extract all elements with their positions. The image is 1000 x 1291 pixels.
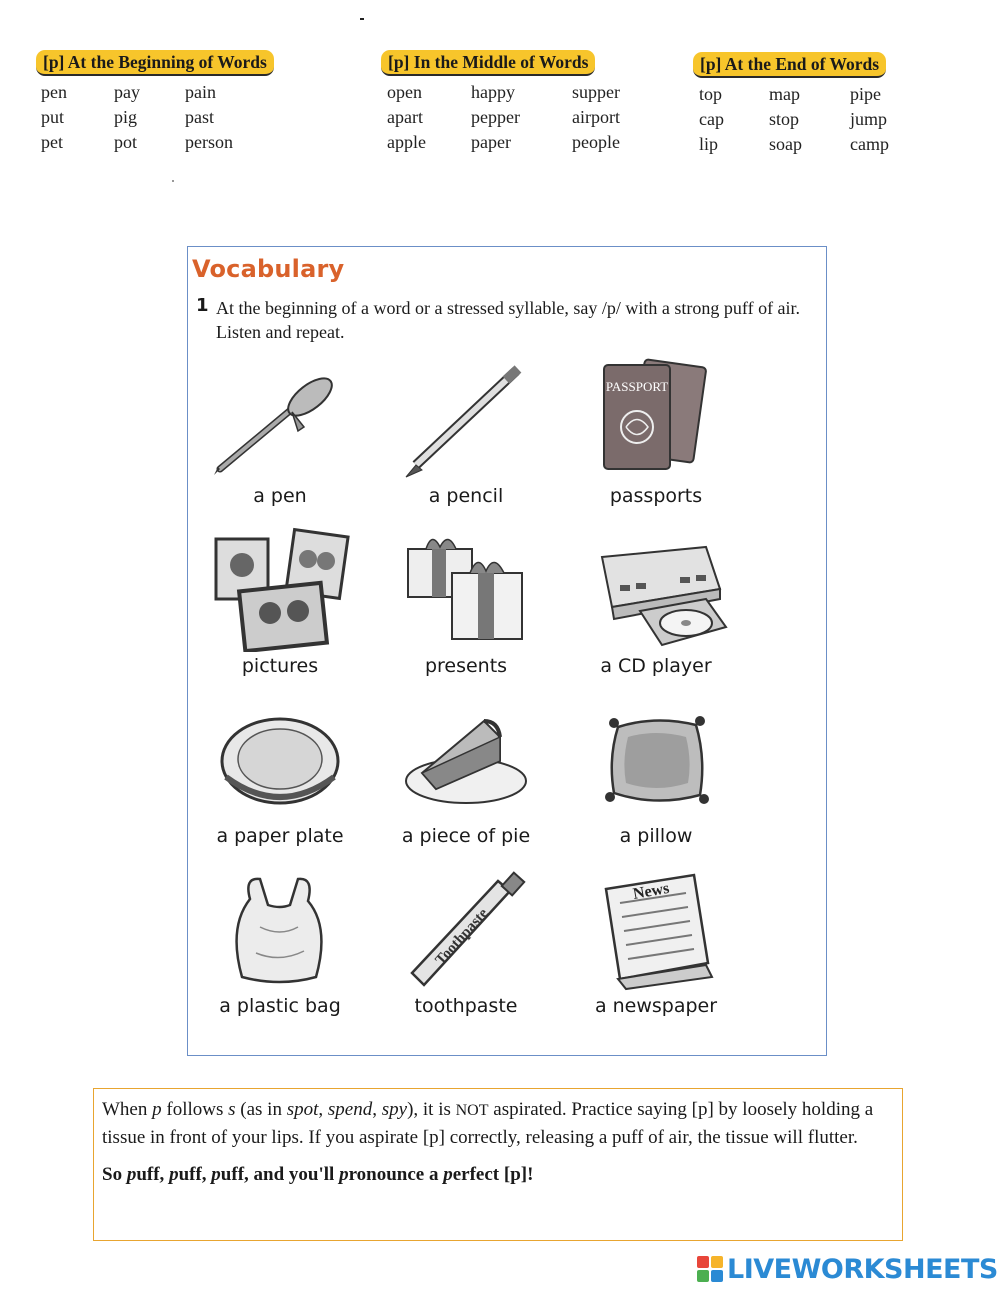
text-italic: p <box>152 1099 162 1120</box>
word: happy <box>471 82 515 102</box>
text: uff, <box>178 1164 212 1185</box>
text: When <box>102 1099 153 1120</box>
vocab-label: presents <box>424 655 508 677</box>
text: uff, <box>136 1164 170 1185</box>
vocab-label: toothpaste <box>414 995 518 1017</box>
vocab-label: a pillow <box>619 825 693 847</box>
newspaper-icon <box>556 867 756 992</box>
pillow-icon <box>556 697 756 822</box>
word: soap <box>769 134 802 154</box>
text: So <box>102 1164 127 1185</box>
pen-icon <box>180 357 380 482</box>
word: people <box>572 132 620 152</box>
toothpaste-text: Toothpaste <box>432 905 492 969</box>
stray-mark <box>360 18 364 20</box>
vocab-label: a pencil <box>428 485 504 507</box>
vocab-label: a pen <box>253 485 307 507</box>
text-italic: spend <box>327 1099 373 1120</box>
word: supper <box>572 82 620 102</box>
word-column <box>387 80 426 155</box>
logo-mark-icon <box>697 1256 723 1282</box>
word: pipe <box>850 84 881 104</box>
logo-text: LIVEWORKSHEETS <box>727 1253 998 1285</box>
exercise-instruction: At the beginning of a word or a stressed syllable, say /p/ with a strong puff of air. Listen and repeat. <box>216 298 801 342</box>
vocab-item <box>366 357 566 522</box>
word: lip <box>699 134 719 154</box>
toothpaste-icon <box>366 867 566 992</box>
word: airport <box>572 107 620 127</box>
liveworksheets-logo[interactable] <box>697 1254 998 1284</box>
text-emphasis: NOT <box>455 1102 489 1119</box>
word-column <box>572 80 620 155</box>
text: erfect [p]! <box>452 1164 534 1185</box>
text: (as in <box>235 1099 287 1120</box>
vocab-item <box>366 527 566 692</box>
vocab-item <box>180 697 380 862</box>
word: camp <box>850 134 889 154</box>
word: put <box>41 107 65 127</box>
word-column <box>699 82 724 157</box>
text-italic: s <box>228 1099 236 1120</box>
word: person <box>185 132 233 152</box>
word-list-beginning <box>36 50 274 152</box>
passport-text: PASSPORT <box>605 379 669 394</box>
logo-square <box>711 1256 723 1268</box>
word: open <box>387 82 422 102</box>
word-list-heading: [p] At the Beginning of Words <box>36 50 274 76</box>
word: stop <box>769 109 800 129</box>
note-box <box>93 1088 903 1241</box>
word-column <box>114 80 140 155</box>
word-column <box>41 80 67 155</box>
note-tagline <box>102 1161 894 1188</box>
text-italic: p <box>443 1164 453 1185</box>
word-list-heading: [p] At the End of Words <box>693 52 886 78</box>
plastic-bag-icon <box>180 867 380 992</box>
picture-frames-icon <box>180 527 380 652</box>
vocab-item <box>180 527 380 692</box>
note-paragraph <box>102 1096 894 1151</box>
text-italic: p <box>169 1164 179 1185</box>
vocab-label: a paper plate <box>216 825 344 847</box>
word: pain <box>185 82 216 102</box>
pie-icon <box>366 697 566 822</box>
passport-icon <box>556 357 756 482</box>
text-italic: spy <box>381 1099 408 1120</box>
vocab-item <box>180 867 380 1032</box>
word: pig <box>114 107 138 127</box>
word: apart <box>387 107 423 127</box>
text: uff, and you'll <box>220 1164 340 1185</box>
vocab-item <box>366 867 566 1032</box>
vocabulary-panel <box>187 246 827 1056</box>
word: map <box>769 84 800 104</box>
newspaper-text: News <box>631 879 671 903</box>
vocab-label: passports <box>609 485 703 507</box>
stray-dot <box>172 180 174 182</box>
word-column <box>850 82 889 157</box>
word: past <box>185 107 214 127</box>
vocab-item <box>556 527 756 692</box>
vocab-label: pictures <box>241 655 319 677</box>
word: jump <box>850 109 888 129</box>
vocab-label: a newspaper <box>594 995 718 1017</box>
text: aspirated. Practice saying [p] by loosely holding a tissue in front of your lips. If you aspirate [p] correctly, releasing a puff of air, the tissue will flutter. <box>102 1099 874 1148</box>
word: top <box>699 84 723 104</box>
word-list-middle <box>381 50 620 152</box>
word-column <box>185 80 233 155</box>
text: , <box>318 1099 328 1120</box>
exercise-number: 1 <box>196 295 209 316</box>
vocab-item <box>180 357 380 522</box>
pencil-icon <box>366 357 566 482</box>
vocab-item <box>556 357 756 522</box>
word: paper <box>471 132 511 152</box>
word: apple <box>387 132 426 152</box>
text-italic: spot <box>286 1099 319 1120</box>
word-column <box>471 80 520 155</box>
vocab-label: a CD player <box>600 655 712 677</box>
logo-square <box>711 1270 723 1282</box>
word-list-end <box>693 52 889 154</box>
cd-player-icon <box>556 527 756 652</box>
text-italic: p <box>211 1164 221 1185</box>
vocab-item <box>366 697 566 862</box>
word: cap <box>699 109 724 129</box>
word: pot <box>114 132 138 152</box>
text: , <box>372 1099 382 1120</box>
word: pen <box>41 82 67 102</box>
vocab-item <box>556 697 756 862</box>
plate-icon <box>180 697 380 822</box>
word: pet <box>41 132 63 152</box>
vocab-label: a piece of pie <box>401 825 531 847</box>
vocab-label: a plastic bag <box>219 995 341 1017</box>
logo-square <box>697 1256 709 1268</box>
text-italic: p <box>126 1164 137 1185</box>
word-column <box>769 82 802 157</box>
vocab-item <box>556 867 756 1032</box>
gift-icon <box>366 527 566 652</box>
text: ), it is <box>407 1099 456 1120</box>
text: follows <box>161 1099 229 1120</box>
text: ronounce a <box>348 1164 444 1185</box>
word: pay <box>114 82 140 102</box>
logo-square <box>697 1270 709 1282</box>
text-italic: p <box>339 1164 349 1185</box>
word-list-heading: [p] In the Middle of Words <box>381 50 595 76</box>
word: pepper <box>471 107 520 127</box>
vocabulary-title: Vocabulary <box>192 255 345 283</box>
